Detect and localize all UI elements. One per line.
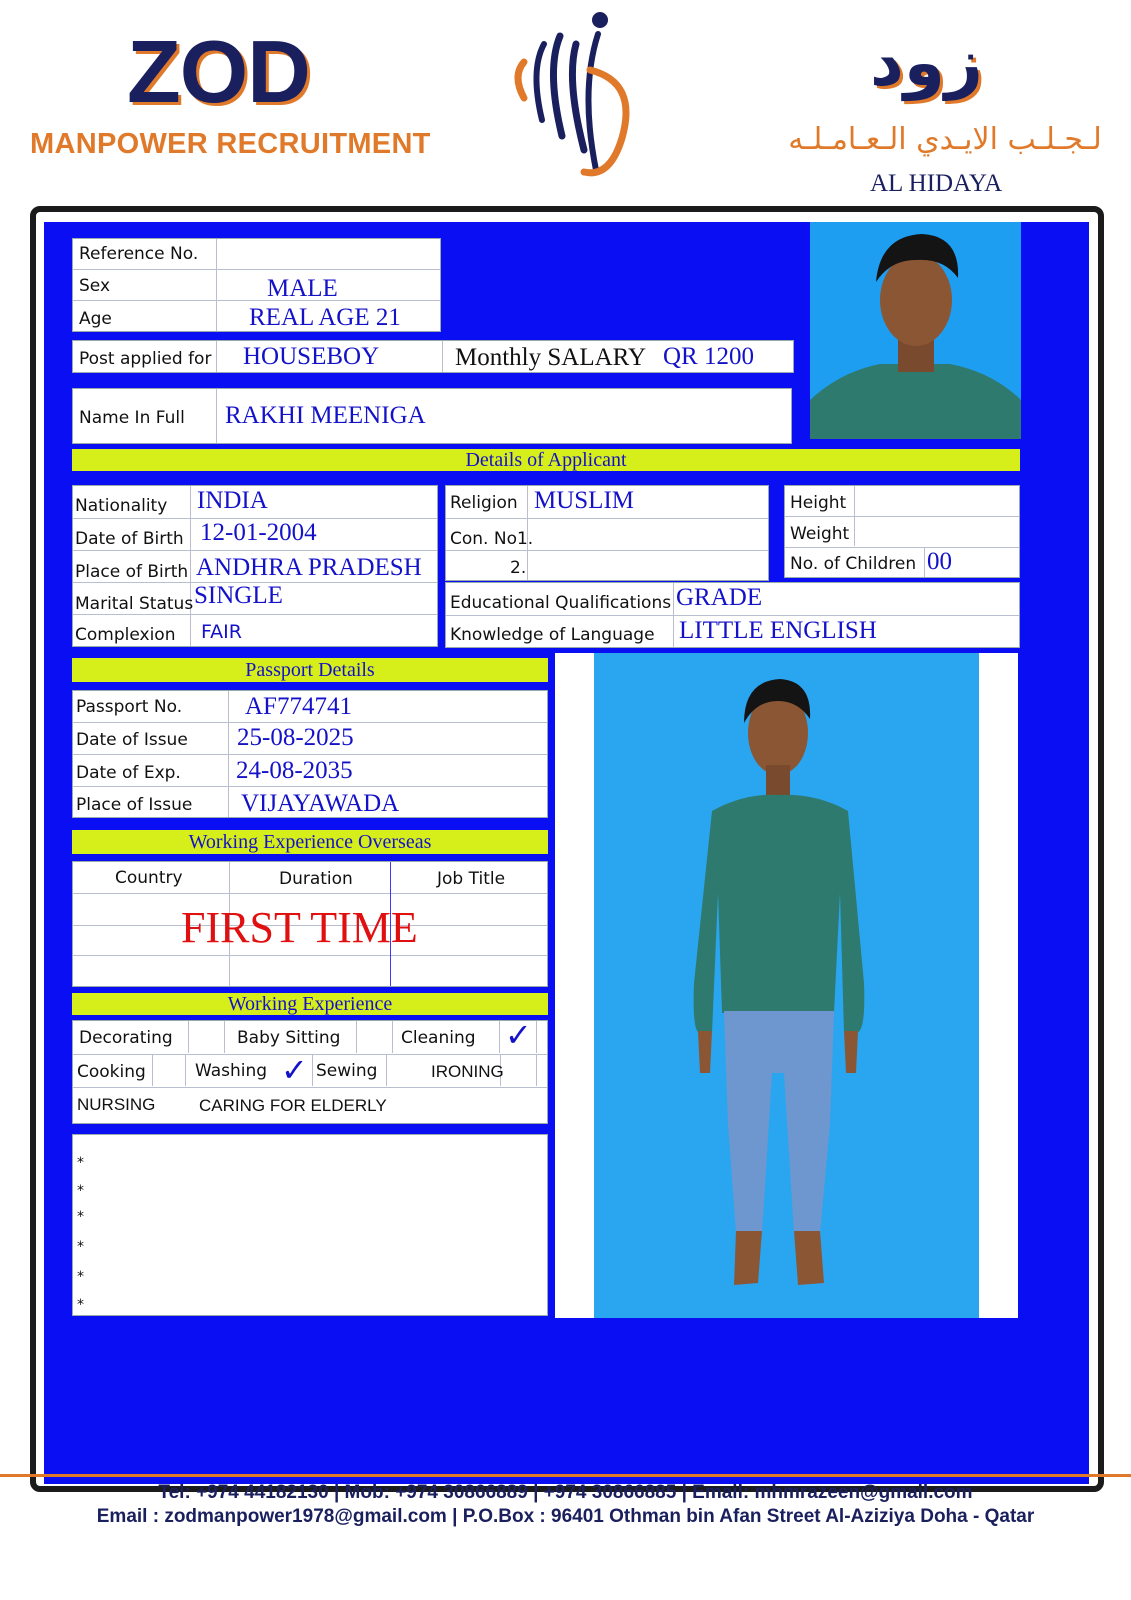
skill-caring-elderly: CARING FOR ELDERLY	[199, 1096, 387, 1115]
education-table	[445, 582, 1020, 648]
col-job-title: Job Title	[437, 869, 506, 889]
name-table	[72, 388, 792, 444]
company-logo-icon	[510, 10, 640, 185]
brand-logo-text: ZOD	[127, 22, 310, 121]
skill-baby-sitting: Baby Sitting	[237, 1028, 341, 1048]
details-right-table	[784, 485, 1020, 578]
applicant-headshot-photo	[810, 222, 1021, 439]
passport-no-value: AF774741	[245, 693, 352, 720]
dob-value: 12-01-2004	[200, 519, 317, 546]
note-bullet: *	[77, 1155, 84, 1171]
expiry-date-label: Date of Exp.	[76, 763, 181, 783]
expiry-date-value: 24-08-2035	[236, 757, 353, 784]
skill-ironing: IRONING	[431, 1062, 504, 1081]
applicant-full-body-photo	[594, 653, 979, 1318]
details-left-table	[72, 485, 438, 647]
experience-table	[72, 1016, 548, 1124]
name-label: Name In Full	[79, 408, 185, 428]
note-bullet: *	[77, 1297, 84, 1313]
washing-check-icon: ✓	[281, 1051, 308, 1089]
footer-divider	[0, 1474, 1131, 1477]
complexion-label: Complexion	[75, 625, 176, 645]
skill-cooking: Cooking	[77, 1062, 146, 1082]
marital-label: Marital Status	[75, 594, 194, 614]
post-table	[72, 340, 794, 373]
con1-label: Con. No1.	[450, 529, 534, 549]
person-full-body-icon	[594, 653, 979, 1318]
children-label: No. of Children	[790, 554, 917, 574]
al-hidaya-label: AL HIDAYA	[870, 170, 1003, 197]
arabic-subtitle: لـجـلـب الايـدي الـعـامـلـه	[788, 122, 1102, 157]
name-value: RAKHI MEENIGA	[225, 402, 426, 429]
first-time-stamp: FIRST TIME	[181, 903, 418, 952]
place-of-issue-value: VIJAYAWADA	[241, 790, 400, 817]
pob-value: ANDHRA PRADESH	[196, 554, 422, 581]
col-country: Country	[115, 868, 183, 888]
passport-no-label: Passport No.	[76, 697, 183, 717]
post-label: Post applied for	[79, 349, 212, 369]
overseas-banner: Working Experience Overseas	[72, 830, 548, 854]
education-label: Educational Qualifications	[450, 593, 672, 613]
language-label: Knowledge of Language	[450, 625, 655, 645]
identity-table	[72, 238, 441, 332]
weight-label: Weight	[790, 524, 850, 544]
arabic-brand-text: زود	[870, 24, 983, 101]
marital-value: SINGLE	[194, 582, 283, 609]
note-bullet: *	[77, 1239, 84, 1255]
col-duration: Duration	[279, 869, 353, 889]
full-body-photo-frame	[555, 653, 1018, 1318]
note-bullet: *	[77, 1269, 84, 1285]
details-middle-table	[445, 485, 769, 581]
sex-label: Sex	[79, 276, 111, 296]
note-bullet: *	[77, 1183, 84, 1199]
overseas-table	[72, 861, 548, 987]
passport-table	[72, 690, 548, 818]
skill-nursing: NURSING	[77, 1095, 156, 1114]
salary-label: Monthly SALARY	[455, 344, 647, 371]
skill-decorating: Decorating	[79, 1028, 173, 1048]
con2-label: 2.	[510, 558, 527, 578]
details-banner: Details of Applicant	[72, 449, 1020, 471]
note-bullet: *	[77, 1209, 84, 1225]
age-value: REAL AGE 21	[249, 304, 401, 331]
height-label: Height	[790, 493, 847, 513]
experience-banner: Working Experience	[72, 993, 548, 1015]
education-value: GRADE	[676, 584, 763, 611]
skill-cleaning: Cleaning	[401, 1028, 476, 1048]
complexion-value: FAIR	[201, 621, 242, 643]
religion-value: MUSLIM	[534, 487, 635, 514]
skill-sewing: Sewing	[316, 1061, 378, 1081]
issue-date-label: Date of Issue	[76, 730, 188, 750]
brand-subtitle: MANPOWER RECRUITMENT	[30, 128, 431, 160]
cleaning-check-icon: ✓	[505, 1016, 532, 1054]
religion-label: Religion	[450, 493, 518, 513]
place-of-issue-label: Place of Issue	[76, 795, 193, 815]
pob-label: Place of Birth	[75, 562, 189, 582]
passport-banner: Passport Details	[72, 658, 548, 682]
nationality-value: INDIA	[197, 487, 268, 514]
issue-date-value: 25-08-2025	[237, 724, 354, 751]
dob-label: Date of Birth	[75, 529, 184, 549]
footer-contact-line: Tel: +974 44182130 | Mob: +974 30866889 | +974 30866885 | Email: mhmrazeen@gmail.com	[158, 1482, 973, 1503]
skill-washing: Washing	[195, 1061, 268, 1081]
children-value: 00	[927, 548, 952, 575]
age-label: Age	[79, 309, 112, 329]
person-headshot-icon	[810, 222, 1021, 439]
reference-label: Reference No.	[79, 244, 199, 264]
notes-box	[72, 1134, 548, 1316]
footer-address-line: Email : zodmanpower1978@gmail.com | P.O.Box : 96401 Othman bin Afan Street Al-Aziziya Doha - Qatar	[96, 1506, 1035, 1527]
nationality-label: Nationality	[75, 496, 168, 516]
sex-value: MALE	[267, 275, 338, 302]
language-value: LITTLE ENGLISH	[679, 617, 877, 644]
post-value: HOUSEBOY	[243, 343, 380, 370]
salary-value: QR 1200	[663, 343, 754, 370]
